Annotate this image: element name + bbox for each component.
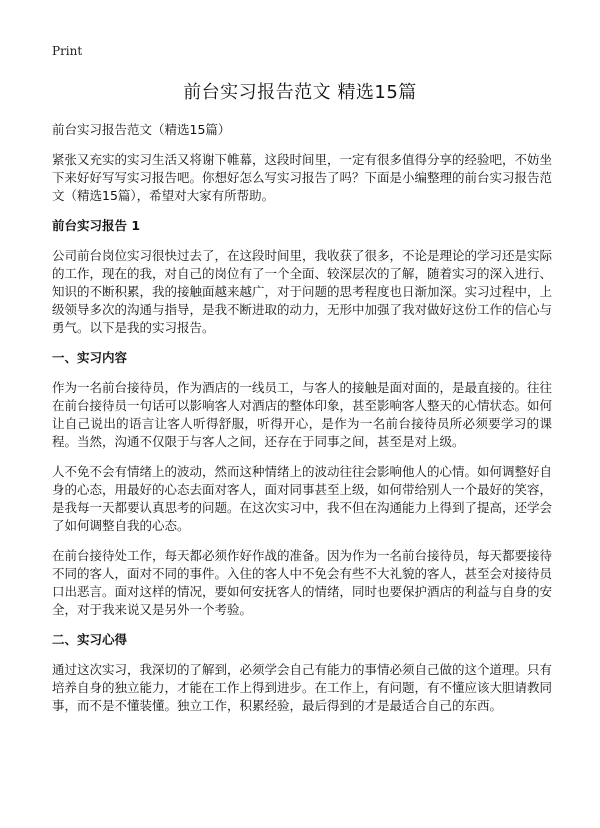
section-title: 前台实习报告 1 [52, 218, 141, 233]
paragraph: 作为一名前台接待员，作为酒店的一线员工，与客人的接触是面对面的，是最直接的。往往在前台接待员一句话可以影响客人对酒店的整体印象，甚至影响客人整天的心情状态。如何让自己说出的语言让客人听得舒服，听得开心，是作为一名前台接待员所必须要学习的课程。当然，沟通不仅限于与客人之间，还存在于同事之间，甚至是对上级。 [52, 380, 553, 449]
intro-paragraph: 紧张又充实的实习生活又将谢下帷幕，这段时间里，一定有很多值得分享的经验吧，不妨坐下来好好写写实习报告吧。你想好怎么写实习报告了吗？下面是小编整理的前台实习报告范文（精选15篇），希望对大家有所帮助。 [52, 152, 553, 203]
paragraph: 通过这次实习，我深切的了解到，必须学会自己有能力的事情必须自己做的这个道理。只有培养自身的独立能力，才能在工作上得到进步。在工作上，有问题，有不懂应该大胆请教同事，而不是不懂装懂。独立工作，积累经验，最后得到的才是最适合自己的东西。 [52, 662, 553, 713]
page-title: 前台实习报告范文 精选15篇 [183, 82, 417, 103]
paragraph: 在前台接待处工作，每天都必须作好作战的准备。因为作为一名前台接待员，每天都要接待不同的客人，面对不同的事件。入住的客人中不免会有些不大礼貌的客人，甚至会对接待员口出恶言。面对这样的情况，要如何安抚客人的情绪，同时也要保护酒店的利益与自身的安全，对于我来说又是另外一个考验。 [52, 548, 553, 617]
section-intro-paragraph: 公司前台岗位实习很快过去了，在这段时间里，我收获了很多，不论是理论的学习还是实际的工作，现在的我，对自己的岗位有了一个全面、较深层次的了解，随着实习的深入进行、知识的不断积累，我的接触面越来越广，对于问题的思考程度也日渐加深。实习过程中，上级领导多次的沟通与指导，是我不断进取的动力，无形中加强了我对做好这份工作的信心与勇气。以下是我的实习报告。 [52, 248, 553, 335]
heading-internship-experience: 二、实习心得 [52, 632, 128, 647]
heading-internship-content: 一、实习内容 [52, 350, 128, 365]
print-label[interactable]: Print [52, 44, 83, 58]
document-body [52, 121, 552, 727]
paragraph: 人不免不会有情绪上的波动，然而这种情绪上的波动往往会影响他人的心情。如何调整好自身的心态，用最好的心态去面对客人，面对同事甚至上级，如何带给别人一个最好的笑容，是我每一天都要认真思考的问题。在这次实习中，我不但在沟通能力上得到了提高，还学会了如何调整自我的心态。 [52, 464, 553, 533]
document-subtitle: 前台实习报告范文（精选15篇） [52, 122, 231, 137]
